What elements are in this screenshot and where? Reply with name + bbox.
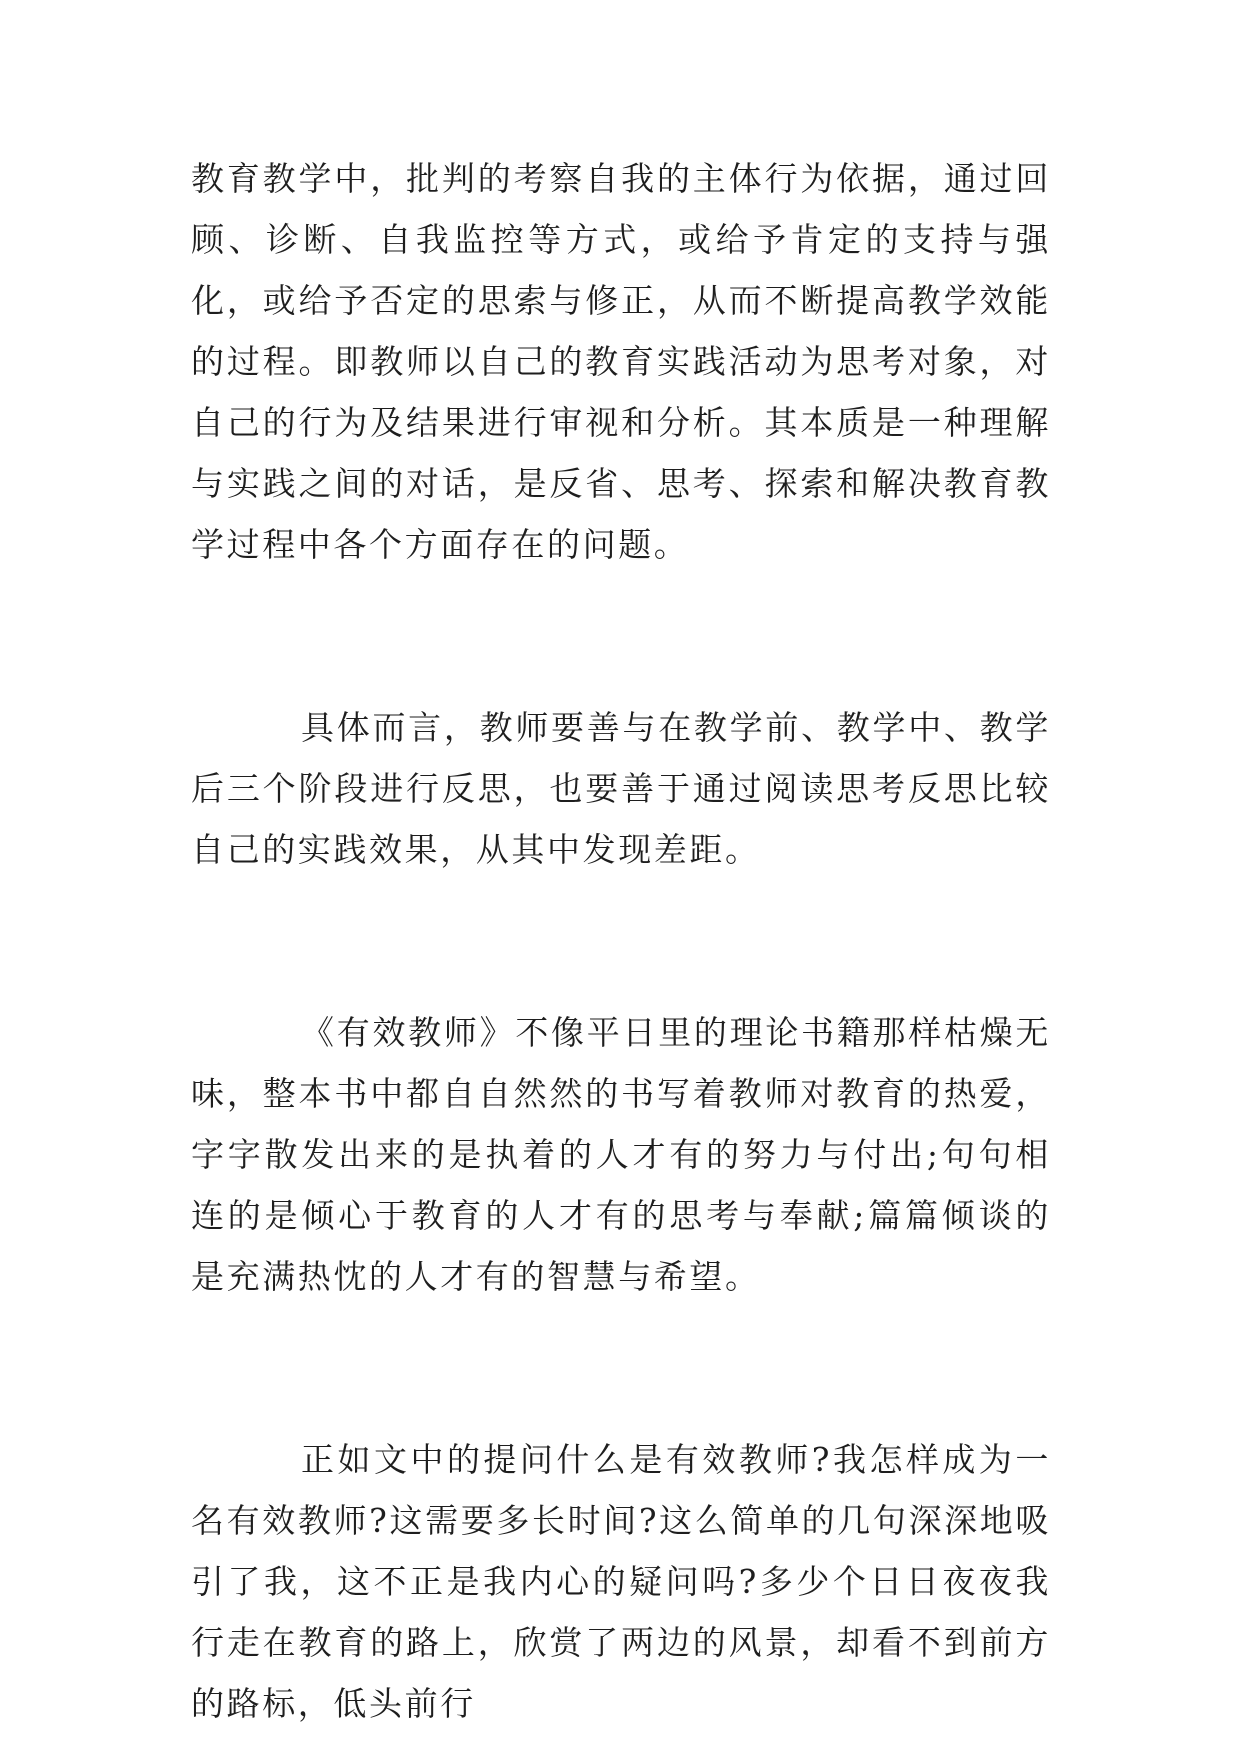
paragraph-spacer [191,1307,1051,1429]
paragraph-spacer [191,880,1051,1002]
paragraph-4: 正如文中的提问什么是有效教师?我怎样成为一名有效教师?这需要多长时间?这么简单的几句深深地吸引了我，这不正是我内心的疑问吗?多少个日日夜夜我行走在教育的路上，欣赏了两边的风景，却看不到前方的路标，低头前行 [191,1440,1051,1723]
paragraph-1: 教育教学中，批判的考察自我的主体行为依据，通过回顾、诊断、自我监控等方式，或给予肯定的支持与强化，或给予否定的思索与修正，从而不断提高教学效能的过程。即教师以自己的教育实践活动为思考对象，对自己的行为及结果进行审视和分析。其本质是一种理解与实践之间的对话，是反省、思考、探索和解决教育教学过程中各个方面存在的问题。 [191,159,1051,564]
document-body [191,148,1051,1734]
paragraph-2: 具体而言，教师要善与在教学前、教学中、教学后三个阶段进行反思，也要善于通过阅读思考反思比较自己的实践效果，从其中发现差距。 [191,708,1051,869]
paragraph-spacer [191,575,1051,697]
paragraph-3: 《有效教师》不像平日里的理论书籍那样枯燥无味，整本书中都自自然然的书写着教师对教育的热爱，字字散发出来的是执着的人才有的努力与付出;句句相连的是倾心于教育的人才有的思考与奉献;篇篇倾谈的是充满热忱的人才有的智慧与希望。 [191,1013,1051,1296]
